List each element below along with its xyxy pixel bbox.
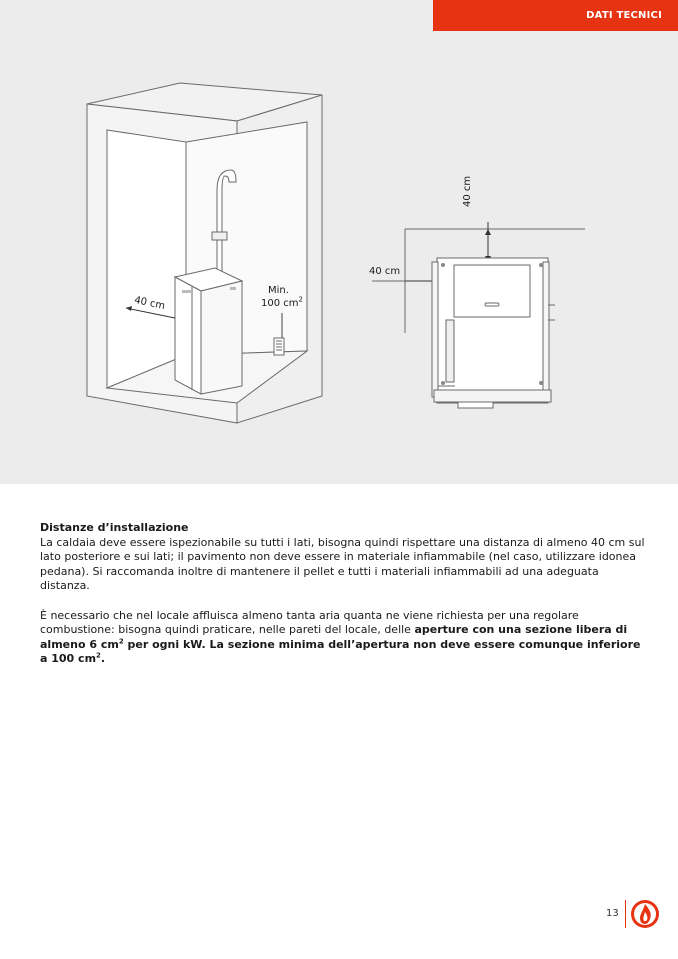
page-footer xyxy=(590,897,660,931)
page-number: 13 xyxy=(606,908,619,919)
vent-label-line1: Min. xyxy=(268,285,289,296)
section-heading: Distanze d’installazione xyxy=(40,521,189,534)
installation-distances-text xyxy=(40,521,648,667)
footer-divider xyxy=(625,900,626,928)
perspective-distance-label: 40 cm xyxy=(133,294,166,313)
vent-label-line2: 100 $cm^2$ xyxy=(261,295,303,309)
flame-logo-icon xyxy=(630,899,660,929)
plan-side-distance-label: 40 cm xyxy=(369,266,401,277)
paragraph-inspection: La caldaia deve essere ispezionabile su tutti i lati, bisogna quindi rispettare una distanza di almeno 40 cm sul lato posteriore e sui lati; il pavimento non deve essere in materiale infiammabile (nel caso, utilizzare idonea pedana). Si raccomanda inoltre di mantenere il pellet e tutti i materiali infiammabili ad una adeguata distanza. xyxy=(40,535,645,593)
plan-rear-distance-label: 40 cm xyxy=(462,175,473,207)
paragraph-air-supply: È necessario che nel locale affluisca almeno tanta aria quanta ne viene richiesta per una regolare combustione: bisogna quindi praticare, nelle pareti del locale, delle aperture con una sezione libera di almeno 6 $cm^2$ per ogni kW. La sezione minima dell’apertura non deve essere comunque inferiore a 100 $cm^2$. xyxy=(40,608,641,666)
section-tab: DATI TECNICI xyxy=(433,0,678,31)
